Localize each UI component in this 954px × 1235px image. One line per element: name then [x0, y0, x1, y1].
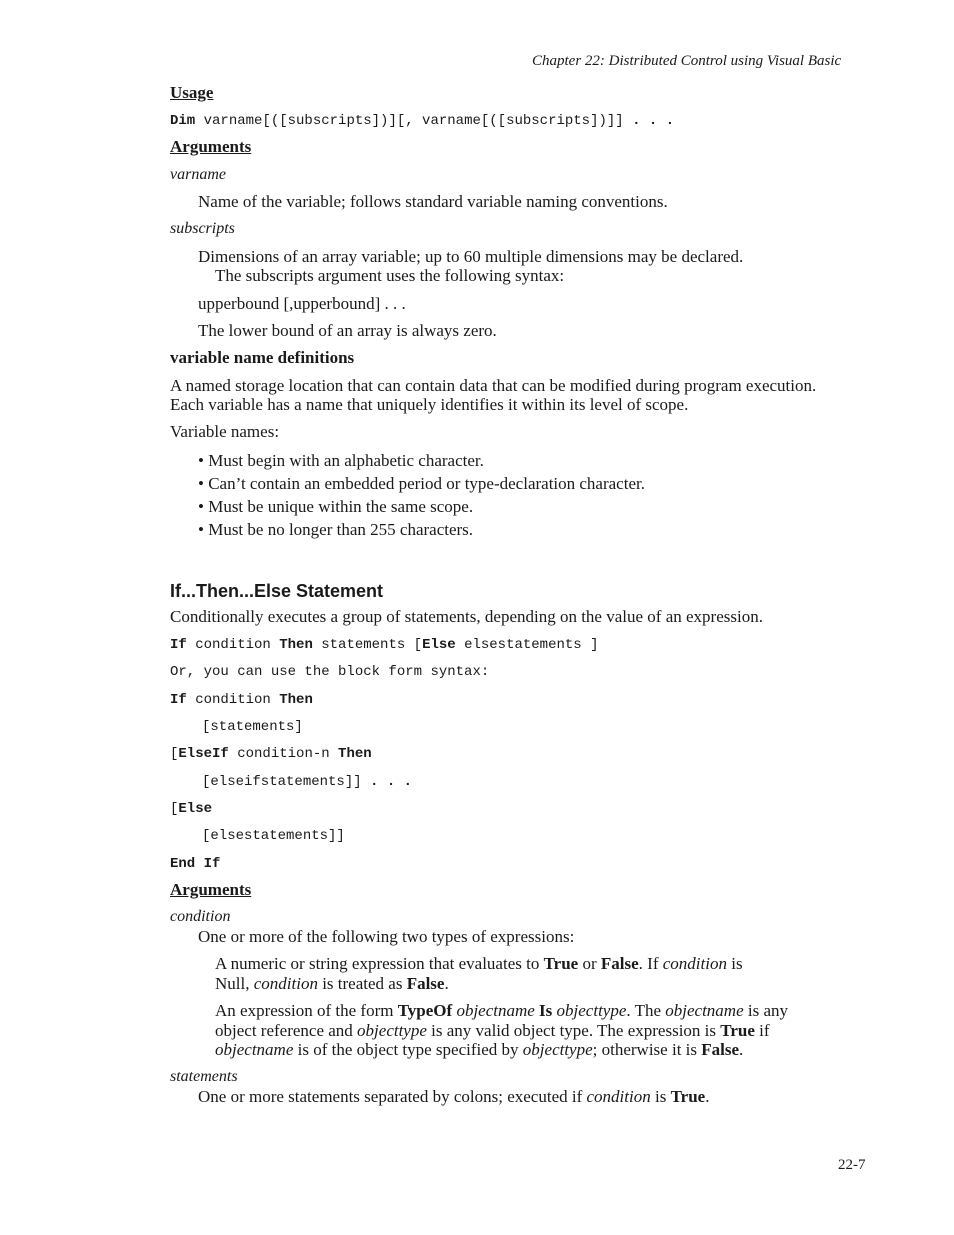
then-keyword: Then: [279, 692, 313, 708]
text-run: A numeric or string expression that evaluates to: [215, 954, 544, 973]
is-keyword: Is: [539, 1001, 553, 1020]
text-run: or: [578, 954, 601, 973]
true-keyword: True: [543, 954, 579, 973]
condition-arg: condition: [170, 908, 231, 925]
expression-2-line-2: [215, 1021, 770, 1041]
text-run: is any valid object type. The expression is: [426, 1021, 721, 1040]
false-keyword: False: [406, 974, 445, 993]
dim-syntax: [170, 113, 674, 129]
condition-desc: One or more of the following two types of expressions:: [198, 927, 575, 946]
else-keyword: Else: [178, 801, 213, 817]
true-keyword: True: [720, 1021, 755, 1040]
naming-rules-list: [198, 450, 645, 542]
if-then-else-heading: If...Then...Else Statement: [170, 581, 384, 601]
if-keyword: If: [170, 692, 187, 708]
variable-names-intro: Variable names:: [170, 422, 280, 441]
definitions-line-2: Each variable has a name that uniquely identifies it within its level of scope.: [170, 395, 689, 414]
objecttype-term: objecttype: [552, 1001, 627, 1020]
false-keyword: False: [600, 954, 639, 973]
true-keyword: True: [670, 1087, 706, 1106]
varname-desc: Name of the variable; follows standard variable naming conventions.: [198, 192, 668, 211]
false-keyword: False: [701, 1040, 740, 1059]
elseif-keyword: ElseIf: [178, 746, 229, 762]
else-line: [170, 801, 212, 817]
text-run: . If: [638, 954, 663, 973]
text-run: ; otherwise it is: [592, 1040, 702, 1059]
list-item: • Must be unique within the same scope.: [198, 497, 474, 516]
text-run: is: [726, 954, 743, 973]
if-arguments-heading: Arguments: [170, 880, 252, 899]
then-keyword: Then: [279, 637, 313, 653]
subscripts-syntax: upperbound [,upperbound] . . .: [198, 294, 406, 313]
single-line-syntax: [170, 637, 599, 653]
objectname-term: objectname: [665, 1001, 744, 1020]
condition-token: condition: [186, 637, 280, 653]
expression-2-line-3: [215, 1040, 743, 1060]
text-run: An expression of the form: [215, 1001, 398, 1020]
text-run: if: [754, 1021, 770, 1040]
dim-syntax-body: varname[([subscripts])][, varname[([subscripts])]]: [195, 113, 633, 129]
block-if-line: [170, 692, 313, 708]
list-item: • Must begin with an alphabetic character.: [198, 451, 484, 470]
elseif-statements-line: [202, 774, 412, 790]
typeof-keyword: TypeOf: [397, 1001, 453, 1020]
variable-name-definitions-heading: variable name definitions: [170, 348, 355, 367]
list-item: • Must be no longer than 255 characters.: [198, 520, 474, 539]
statements-desc: [198, 1087, 709, 1107]
text-run: Null,: [215, 974, 254, 993]
list-item: • Can’t contain an embedded period or type-declaration character.: [198, 474, 645, 493]
if-then-else-intro: Conditionally executes a group of statements, depending on the value of an expression.: [170, 607, 763, 626]
elseifstatements-token: [elseifstatements]]: [202, 774, 371, 790]
block-statements-line: [statements]: [202, 719, 303, 735]
text-run: .: [444, 974, 449, 993]
else-open-bracket: [: [170, 801, 179, 817]
text-run: is of the object type specified by: [293, 1040, 523, 1059]
elseif-ellipsis: . . .: [370, 774, 413, 790]
text-run: .: [705, 1087, 710, 1106]
else-statements-line: [elsestatements]]: [202, 828, 345, 844]
block-form-intro: Or, you can use the block form syntax:: [170, 664, 490, 680]
if-keyword: If: [170, 637, 187, 653]
usage-heading: Usage: [170, 83, 214, 102]
page-number: 22-7: [838, 1157, 866, 1173]
condition-term: condition: [662, 954, 727, 973]
subscripts-desc-1: Dimensions of an array variable; up to 60 multiple dimensions may be declared.: [198, 247, 744, 266]
end-if-line: End If: [170, 856, 221, 872]
objectname-term: objectname: [215, 1040, 294, 1059]
statements-arg: statements: [170, 1068, 238, 1085]
chapter-header: Chapter 22: Distributed Control using Visual Basic: [532, 53, 842, 69]
elseif-open-bracket: [: [170, 746, 179, 762]
condition-token: condition: [186, 692, 280, 708]
condition-term: condition: [586, 1087, 651, 1106]
expression-1-line-2: [215, 974, 449, 994]
expression-2-line-1: [215, 1001, 788, 1021]
definitions-line-1: A named storage location that can contain data that can be modified during program execution.: [170, 376, 817, 395]
condition-term: condition: [253, 974, 318, 993]
elsestatements-token: elsestatements ]: [455, 637, 599, 653]
text-run: object reference and: [215, 1021, 358, 1040]
then-keyword: Then: [338, 746, 372, 762]
objectname-term: objectname: [452, 1001, 540, 1020]
objecttype-term: objecttype: [357, 1021, 427, 1040]
dim-arguments-heading: Arguments: [170, 137, 252, 156]
subscripts-arg: subscripts: [170, 220, 235, 237]
condition-n-token: condition-n: [228, 746, 339, 762]
text-run: .: [739, 1040, 744, 1059]
else-keyword: Else: [422, 637, 456, 653]
statements-token: statements [: [312, 637, 423, 653]
text-run: is: [650, 1087, 671, 1106]
expression-1-line-1: [215, 954, 743, 974]
elseif-line: [170, 746, 372, 762]
lower-bound-note: The lower bound of an array is always zero.: [198, 321, 497, 340]
dim-keyword: Dim: [170, 113, 196, 129]
text-run: . The: [626, 1001, 666, 1020]
text-run: is treated as: [317, 974, 407, 993]
subscripts-desc-2: The subscripts argument uses the following syntax:: [215, 266, 565, 285]
text-run: One or more statements separated by colons; executed if: [198, 1087, 587, 1106]
objecttype-term: objecttype: [522, 1040, 593, 1059]
text-run: is any: [743, 1001, 789, 1020]
varname-arg: varname: [170, 166, 226, 183]
dim-syntax-ellipsis: . . .: [632, 113, 675, 129]
